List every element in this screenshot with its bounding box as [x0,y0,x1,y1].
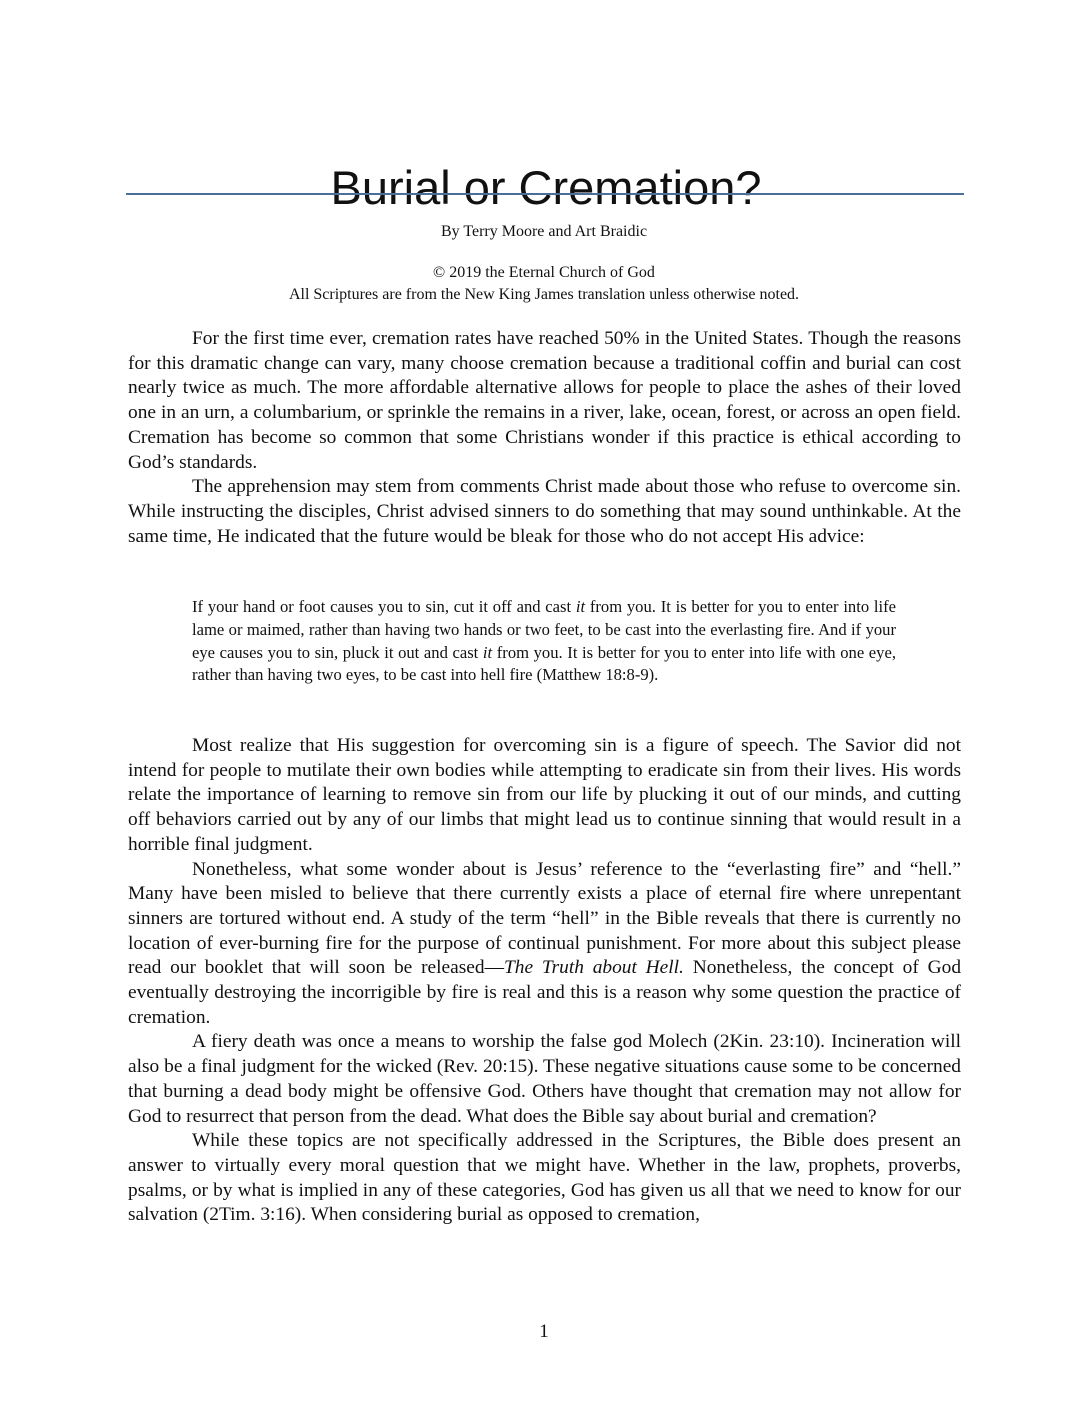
paragraph: Most realize that His suggestion for overcoming sin is a figure of speech. The Savior did not intend for people to mutilate their own bodies while attempting to eradicate sin from their lives. His words relate the importance of learning to remove sin from our life by plucking it out of our minds, and cutting off behaviors carried out by any of our limbs that might lead us to continue sinning that would result in a horrible final judgment. [128,735,961,855]
quote-italic: it [575,597,586,616]
title-divider [126,193,964,195]
author-byline: By Terry Moore and Art Braidic [440,223,648,240]
paragraph-segment: Nonetheless, the concept of God eventually destroying the incorrigible by fire is real and this is a reason why some question the practice of cremation. [128,957,962,1028]
body-section-main [128,734,961,1228]
quote-text [192,596,896,687]
block-quote [192,596,896,687]
copyright-block [128,262,960,306]
quote-segment: from you. It is better for you to enter into life with one eye, rather than having two eyes, to be cast into hell fire (Matthew 18:8-9). [192,642,896,685]
paragraph: For the first time ever, cremation rates have reached 50% in the United States. Though the reasons for this dramatic change can vary, many choose cremation because a traditional coffin and burial can cost nearly twice as much. The more affordable alternative allows for people to place the ashes of their loved one in an urn, a columbarium, or sprinkle the remains in a river, lake, ocean, forest, or across an open field. Cremation has become so common that some Christians wonder if this practice is ethical according to God’s standards. [128,328,961,473]
paragraph-segment: Nonetheless, what some wonder about is Jesus’ reference to the “everlasting fire” and “hell.” Many have been misled to believe that there currently exists a place of eternal fire where unrepentant sinners are tortured without end. A study of the term “hell” in the Bible reveals that there is currently no location of ever-burning fire for the purpose of continual punishment. For more about this subject please read our booklet that will soon be released— [128,858,961,979]
page-title: Burial or Cremation? [330,161,762,215]
quote-segment: from you. It is better for you to enter into life lame or maimed, rather than having two hands or two feet, to be cast into the everlasting fire. And if your eye causes you to sin, pluck it out and cast [192,597,897,662]
paragraph: A fiery death was once a means to worship the false god Molech (2Kin. 23:10). Incineration will also be a final judgment for the wicked (Rev. 20:15). These negative situations cause some to be concerned that burning a dead body might be offensive God. Others have thought that cremation may not allow for God to resurrect that person from the dead. What does the Bible say about burial and cremation? [128,1031,961,1127]
copyright-line: © 2019 the Eternal Church of God [433,264,655,281]
scripture-note: All Scriptures are from the New King James translation unless otherwise noted. [288,286,800,303]
page-number: 1 [539,1321,549,1342]
quote-segment: If your hand or foot causes you to sin, cut it off and cast [192,597,576,616]
body-section-intro [128,327,961,549]
paragraph [128,858,961,1031]
quote-italic: it [482,642,493,662]
paragraph: While these topics are not specifically addressed in the Scriptures, the Bible does present an answer to virtually every moral question that we might have. Whether in the law, prophets, proverbs, psalms, or by what is implied in any of these categories, God has given us all that we need to know for our salvation (2Tim. 3:16). When considering burial as opposed to cremation, [128,1130,961,1226]
booklet-title: The Truth about Hell. [504,957,684,979]
paragraph: The apprehension may stem from comments Christ made about those who refuse to overcome sin. While instructing the disciples, Christ advised sinners to do something that may sound unthinkable. At the same time, He indicated that the future would be bleak for those who do not accept His advice: [128,476,961,547]
